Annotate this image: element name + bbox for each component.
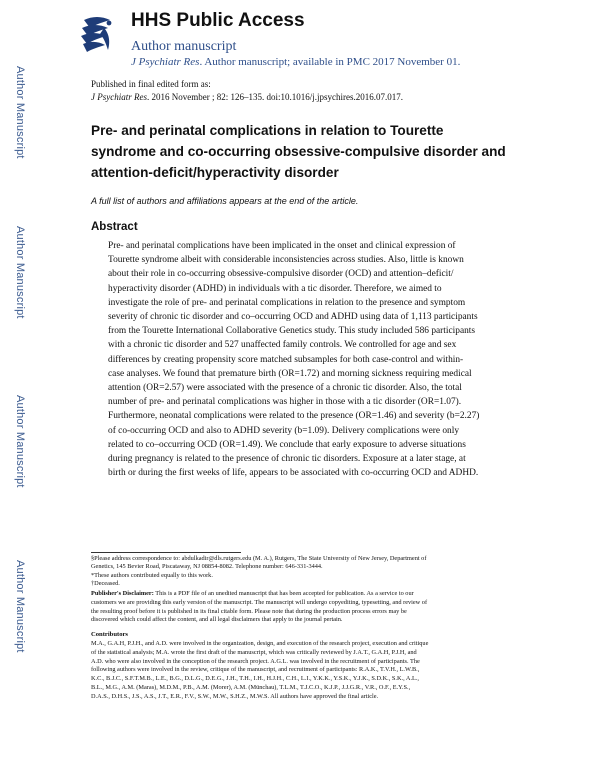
- abstract-line: number of pre- and perinatal complications was higher in those with a tic disorder (OR=1.07).: [108, 397, 462, 408]
- footnote-line: Genetics, 145 Bevier Road, Piscataway, NJ 08854-8082. Telephone number: 646-331-3444.: [91, 563, 323, 570]
- side-label-author-manuscript: Author Manuscript: [14, 226, 26, 319]
- hhs-eagle-logo-icon: [78, 14, 116, 58]
- abstract-line: case analyses. We found that premature birth (OR=1.72) and morning sickness requiring medical: [108, 368, 472, 379]
- contributors-heading: Contributors: [91, 631, 128, 638]
- disclaimer-line: [91, 590, 531, 599]
- hhs-public-access-title: HHS Public Access: [131, 10, 305, 31]
- citation-details: . 2016 November ; 82: 126–135. doi:10.1016/j.jpsychires.2016.07.017.: [146, 92, 403, 102]
- abstract-line: severity of chronic tic disorder and co–occurring OCD and ADHD using data of 1,113 participants: [108, 312, 478, 323]
- article-title-line: Pre- and perinatal complications in relation to Tourette: [91, 123, 444, 138]
- published-label: Published in final edited form as:: [91, 79, 211, 89]
- contributors-text: [91, 640, 531, 702]
- correspondence-footnote: [91, 555, 531, 571]
- abstract-heading: Abstract: [91, 221, 138, 233]
- abstract-line: during pregnancy is related to the presence of chronic tic disorders. Exposure at a later stage, at: [108, 454, 466, 465]
- abstract-text: [108, 239, 528, 480]
- disclaimer-text: This is a PDF file of an unedited manuscript that has been accepted for publication. As a service to our: [153, 590, 414, 597]
- abstract-line: of co-occurring OCD and also to ADHD severity (b=1.09). Delivery complications were only: [108, 425, 460, 436]
- article-title: [91, 120, 551, 183]
- contributors-line: M.A., G.A.H, P.J.H., and A.D. were involved in the organization, design, and execution of the research project, execution and critique: [91, 640, 429, 647]
- abstract-line: attention (OR=2.57) were associated with the presence of a chronic tic disorder. Also, the total: [108, 383, 462, 394]
- side-label-author-manuscript: Author Manuscript: [14, 66, 26, 159]
- abstract-line: Pre- and perinatal complications have been implicated in the onset and clinical expression of: [108, 241, 456, 251]
- publisher-disclaimer: [91, 590, 531, 625]
- disclaimer-line: discovered which could affect the content, and all legal disclaimers that apply to the journal pertain.: [91, 616, 343, 624]
- citation-line: [91, 92, 403, 102]
- journal-availability-line: [131, 56, 460, 68]
- footnote-divider: [91, 552, 241, 553]
- abstract-line: related to co–occurring OCD (OR=1.49). We conclude that early exposure to adverse situations: [108, 439, 466, 450]
- disclaimer-label: Publisher's Disclaimer:: [91, 590, 154, 597]
- equal-contribution-footnote: *These authors contributed equally to this work.: [91, 572, 213, 579]
- deceased-footnote: †Deceased.: [91, 580, 120, 587]
- side-label-author-manuscript: Author Manuscript: [14, 560, 26, 653]
- contributors-line: K.C., B.J.C., S.F.T.M.B., L.E., B.G., D.L.G., D.E.G., J.H., T.H., I.H., H.J.H., C.H., L.I., Y.K.K., Y.S.K., Y.J.K., S.D.K., S.K., A.L.,: [91, 675, 420, 683]
- abstract-line: Furthermore, neonatal complications were related to the presence (OR=1.46) and severity (b=2.27): [108, 411, 480, 422]
- authors-affiliation-note: A full list of authors and affiliations appears at the end of the article.: [91, 196, 359, 206]
- abstract-line: differences by creating propensity score matched subsamples for both case-control and within-: [108, 354, 464, 365]
- abstract-line: about their role in co-occurring obsessive-compulsive disorder (OCD) and attention–deficit/: [108, 269, 454, 280]
- journal-name: J Psychiatr Res: [131, 56, 200, 68]
- disclaimer-line: customers we are providing this early version of the manuscript. The manuscript will undergo copyediting, typesetting, and review of: [91, 598, 428, 606]
- contributors-line: A.D. who were also involved in the conception of the research project. A.G.L. was involved in the recruitment of participants. The: [91, 657, 420, 665]
- availability-text: . Author manuscript; available in PMC 2017 November 01.: [199, 56, 461, 68]
- article-title-line: attention-deficit/hyperactivity disorder: [91, 165, 339, 180]
- footnote-line: §Please address correspondence to: abdulkadir@dls.rutgers.edu (M. A.), Rutgers, The State University of New Jersey, Department of: [91, 555, 427, 562]
- abstract-line: investigate the role of pre- and perinatal complications in relation to the presence and symptom: [108, 297, 466, 308]
- contributors-line: of the statistical analysis; M.A. wrote the first draft of the manuscript, which was critically reviewed by J.A.T., G.A.H, P.J.H, and: [91, 648, 417, 656]
- abstract-line: Tourette syndrome albeit with considerable inconsistencies across studies. Also, little is known: [108, 255, 464, 266]
- article-title-line: syndrome and co-occurring obsessive-compulsive disorder and: [91, 144, 506, 159]
- contributors-line: D.A.S., D.H.S., J.S., A.S., J.T., E.R., F.V., S.W., M.W., S.H.Z., M.W.S. All authors have approved the final article.: [91, 692, 379, 700]
- disclaimer-line: the resulting proof before it is published in its final citable form. Please note that during the production process errors may be: [91, 607, 407, 615]
- abstract-line: hyperactivity disorder (ADHD) in individuals with a tic disorder. Therefore, we aimed to: [108, 283, 442, 294]
- contributors-line: following authors were involved in the review, critique of the manuscript, and recruitment of participants: R.A.K., T.V.H., L.W.B.,: [91, 666, 420, 674]
- author-manuscript-label: Author manuscript: [131, 39, 237, 54]
- abstract-line: from the Tourette International Collaborative Genetics study. This study included 586 participants: [108, 326, 476, 337]
- citation-journal: J Psychiatr Res: [91, 92, 147, 102]
- side-label-author-manuscript: Author Manuscript: [14, 395, 26, 488]
- abstract-line: birth or during the first weeks of life, appears to be associated with co-occurring OCD and ADHD.: [108, 468, 479, 479]
- abstract-line: with a chronic tic disorder and 527 unaffected family controls. We controlled for age and sex: [108, 340, 457, 351]
- contributors-line: B.L., M.G., A.M. (Maras), M.D.M., P.B., A.M. (Morer), A.M. (Münchau), T.L.M., T.J.C.O., K.J.P., J.J.G.R., V.R., O.F., E.Y.S.,: [91, 683, 411, 691]
